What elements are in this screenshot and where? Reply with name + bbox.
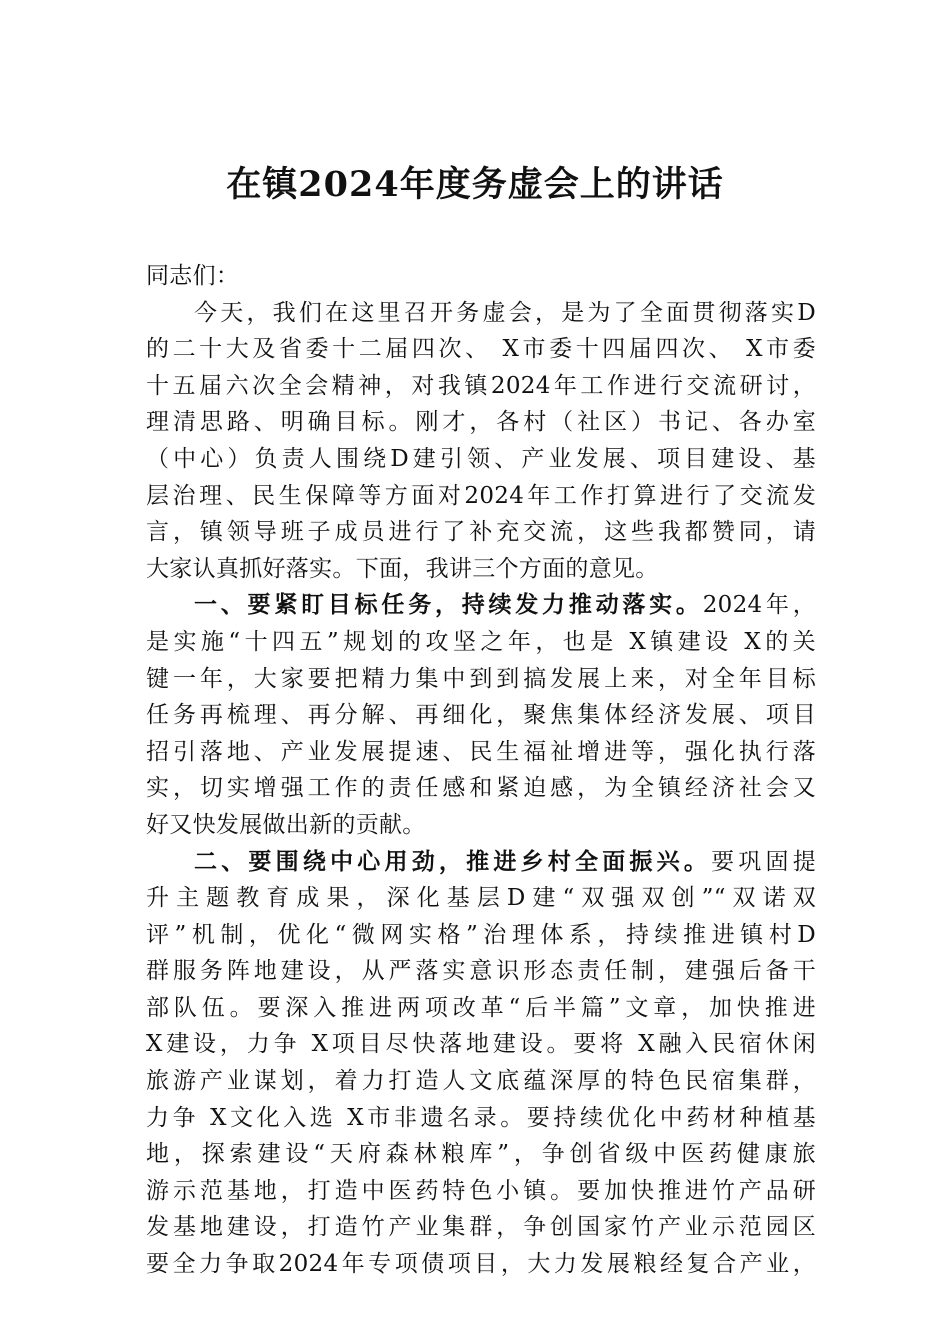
paragraph-3-line-11: 发基地建设，打造竹产业集群，争创国家竹产业示范园区 (146, 1214, 816, 1241)
salutation: 同志们： (146, 263, 240, 289)
paragraph-3-line-1 (146, 844, 816, 881)
paragraph-2-line-1-rest: 2024年， (702, 592, 816, 619)
paragraph-1-line-2: 的二十大及省委十二届四次、 X市委十四届四次、 X市委 (146, 336, 816, 363)
paragraph-1-line-7: 言，镇领导班子成员进行了补充交流，这些我都赞同，请 (146, 519, 816, 546)
paragraph-2-line-2: 是实施“十四五”规划的攻坚之年，也是 X镇建设 X的关 (146, 628, 816, 655)
paragraph-3-line-6: X建设，力争 X项目尽快落地建设。要将 X融入民宿休闲 (146, 1031, 816, 1058)
paragraph-2-line-7: 好又快发展做出新的贡献。 (146, 811, 426, 838)
paragraph-1-line-5: （中心）负责人围绕D建引领、产业发展、项目建设、基 (146, 445, 816, 472)
paragraph-2-line-1 (146, 587, 816, 624)
paragraph-1-line-4: 理清思路、明确目标。刚才，各村（社区）书记、各办室 (146, 409, 816, 436)
paragraph-3-line-3: 评”机制，优化“微网实格”治理体系，持续推进镇村D (146, 921, 816, 948)
paragraph-3-line-8: 力争 X文化入选 X市非遗名录。要持续优化中药材种植基 (146, 1104, 816, 1131)
paragraph-3-line-2: 升主题教育成果，深化基层D建“双强双创”“双诺双 (146, 885, 816, 912)
paragraph-2-line-5: 招引落地、产业发展提速、民生福祉增进等，强化执行落 (146, 738, 816, 765)
paragraph-2-line-4: 任务再梳理、再分解、再细化，聚焦集体经济发展、项目 (146, 702, 816, 729)
section-heading-2: 二、要围绕中心用劲，推进乡村全面振兴。 (194, 847, 712, 875)
document-title: 在镇2024年度务虚会上的讲话 (226, 164, 724, 205)
paragraph-3-line-4: 群服务阵地建设，从严落实意识形态责任制，建强后备干 (146, 958, 816, 985)
paragraph-3-line-10: 游示范基地，打造中医药特色小镇。要加快推进竹产品研 (146, 1177, 816, 1204)
paragraph-1-line-3: 十五届六次全会精神，对我镇2024年工作进行交流研讨， (146, 372, 816, 399)
paragraph-3-line-7: 旅游产业谋划，着力打造人文底蕴深厚的特色民宿集群， (146, 1068, 816, 1095)
paragraph-3-line-1-rest: 要巩固提 (711, 848, 817, 875)
document-body (146, 258, 816, 1283)
paragraph-2-line-6: 实，切实增强工作的责任感和紧迫感，为全镇经济社会又 (146, 775, 816, 802)
paragraph-3-line-9: 地，探索建设“天府森林粮库”，争创省级中医药健康旅 (146, 1141, 816, 1168)
paragraph-1-line-8: 大家认真抓好落实。下面，我讲三个方面的意见。 (146, 555, 659, 582)
section-heading-1: 一、要紧盯目标任务，持续发力推动落实。 (194, 591, 703, 619)
paragraph-1-line-1: 今天，我们在这里召开务虚会，是为了全面贯彻落实D (194, 299, 816, 326)
paragraph-3-line-5: 部队伍。要深入推进两项改革“后半篇”文章，加快推进 (146, 994, 816, 1021)
paragraph-2-line-3: 键一年，大家要把精力集中到到搞发展上来，对全年目标 (146, 665, 816, 692)
paragraph-3-line-12: 要全力争取2024年专项债项目，大力发展粮经复合产业， (146, 1251, 816, 1278)
paragraph-1-line-6: 层治理、民生保障等方面对2024年工作打算进行了交流发 (146, 482, 816, 509)
